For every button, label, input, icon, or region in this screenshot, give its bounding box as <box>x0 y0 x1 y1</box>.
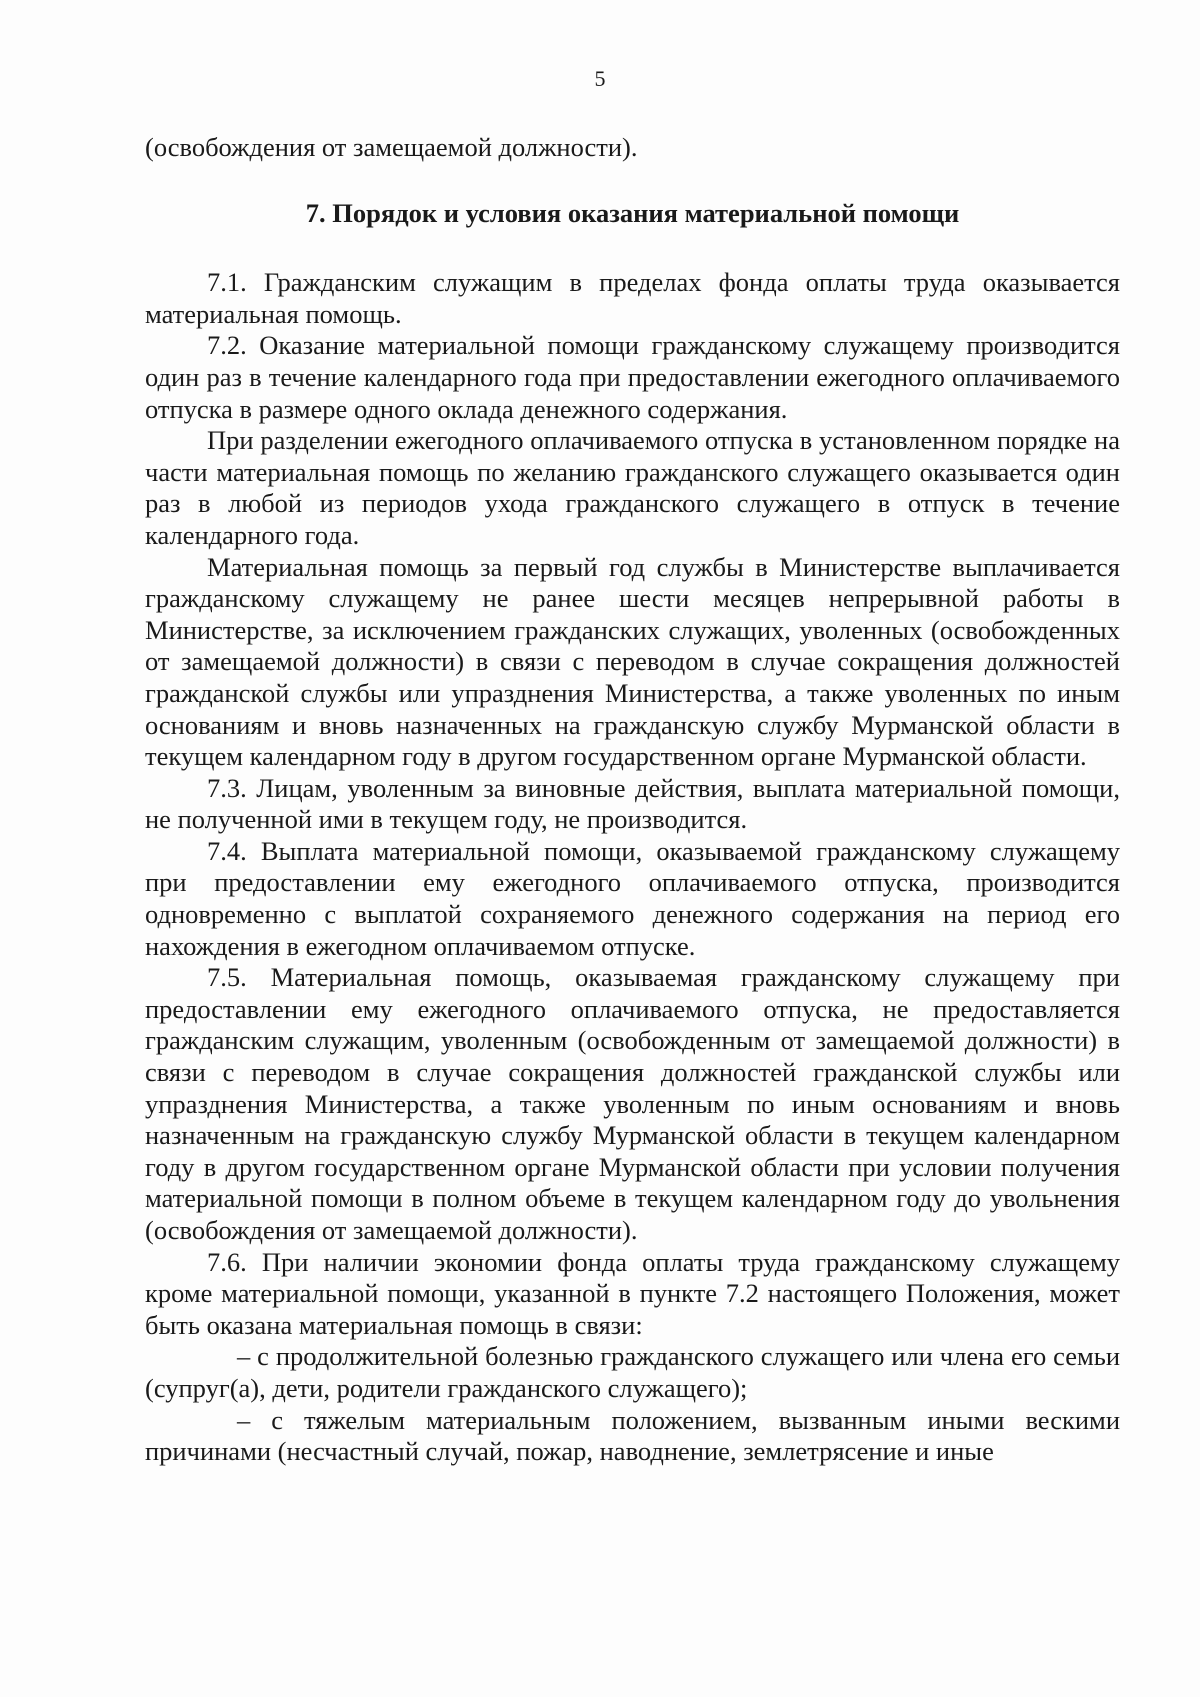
list-item: – с тяжелым материальным положением, вызванным иными вескими причинами (несчастный случай, пожар, наводнение, землетрясение и иные <box>145 1404 1120 1467</box>
section-heading: 7. Порядок и условия оказания материальной помощи <box>305 197 960 228</box>
paragraph-7-4: 7.4. Выплата материальной помощи, оказываемой гражданскому служащему при предоставлении ему ежегодного оплачиваемого отпуска, производится одновременно с выплатой сохраняемого денежного содержания на период его нахождения в ежегодном оплачиваемом отпуске. <box>145 835 1120 961</box>
paragraph-vacation-split: При разделении ежегодного оплачиваемого отпуска в установленном порядке на части материальная помощь по желанию гражданского служащего оказывается один раз в любой из периодов ухода гражданского служащего в отпуск в течение календарного года. <box>145 425 1120 550</box>
paragraph-7-5: 7.5. Материальная помощь, оказываемая гражданскому служащему при предоставлении ему ежегодного оплачиваемого отпуска, не предоставляется гражданским служащим, уволенным (освобожденным от замещаемой должности) в связи с переводом в случае сокращения должностей гражданской службы или упразднения Министерства, а также уволенным по иным основаниям и вновь назначенным на гражданскую службу Мурманской области в текущем календарном году в другом государственном органе Мурманской области при условии получения материальной помощи в полном объеме в текущем календарном году до увольнения (освобождения от замещаемой должности). <box>145 962 1120 1245</box>
page-number: 5 <box>594 66 606 91</box>
list-item: – с продолжительной болезнью гражданского служащего или члена его семьи (супруг(а), дети, родители гражданского служащего); <box>145 1341 1120 1403</box>
paragraph-7-2: 7.2. Оказание материальной помощи гражданскому служащему производится один раз в течение календарного года при предоставлении ежегодного оплачиваемого отпуска в размере одного оклада денежного содержания. <box>145 330 1120 424</box>
paragraph-7-6: 7.6. При наличии экономии фонда оплаты труда гражданскому служащему кроме материальной помощи, указанной в пункте 7.2 настоящего Положения, может быть оказана материальная помощь в связи: <box>145 1246 1120 1340</box>
continuation-text: (освобождения от замещаемой должности). <box>145 132 638 162</box>
document-body <box>145 132 1120 1468</box>
paragraph-7-1: 7.1. Гражданским служащим в пределах фонда оплаты труда оказывается материальная помощь. <box>145 267 1120 329</box>
paragraph-first-year: Материальная помощь за первый год службы в Министерстве выплачивается гражданскому служащему не ранее шести месяцев непрерывной работы в Министерстве, за исключением гражданских служащих, уволенных (освобожденных от замещаемой должности) в связи с переводом в случае сокращения должностей гражданской службы или упразднения Министерства, а также уволенных по иным основаниям и вновь назначенных на гражданскую службу Мурманской области в текущем календарном году в другом государственном органе Мурманской области. <box>145 551 1120 772</box>
paragraph-7-3: 7.3. Лицам, уволенным за виновные действия, выплата материальной помощи, не полученной ими в текущем году, не производится. <box>145 772 1120 835</box>
